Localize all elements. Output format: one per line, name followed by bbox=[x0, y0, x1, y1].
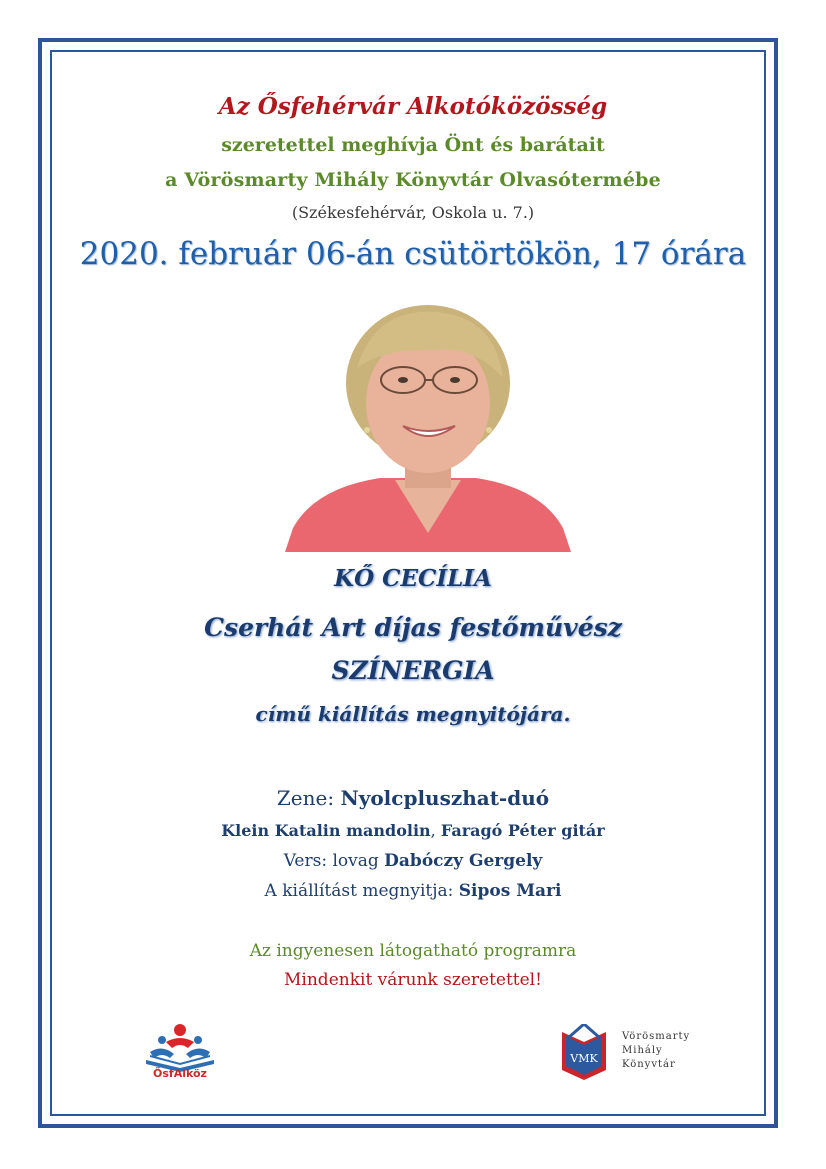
welcome-line: Mindenkit várunk szeretettel! bbox=[284, 970, 542, 990]
poem-value: Dabóczy Gergely bbox=[384, 851, 543, 871]
free-entry-note: Az ingyenesen látogatható programra bbox=[249, 941, 577, 961]
event-date: 2020. február 06-án csütörtökön, 17 órára bbox=[79, 236, 747, 272]
library-name-line-1: Vörösmarty bbox=[622, 1031, 691, 1042]
opener-credit bbox=[0, 881, 826, 901]
performer-1: Klein Katalin mandolin bbox=[221, 821, 431, 840]
library-monogram: VMK bbox=[570, 1052, 598, 1065]
library-name-line-2: Mihály bbox=[622, 1045, 663, 1056]
artist-title: Cserhát Art díjas festőművész bbox=[204, 613, 622, 642]
performer-separator: , bbox=[430, 821, 441, 840]
invitation-line: szeretettel meghívja Önt és barátait bbox=[221, 134, 605, 156]
music-value: Nyolcpluszhat-duó bbox=[340, 786, 550, 810]
opener-value: Sipos Mari bbox=[458, 881, 562, 901]
music-label: Zene: bbox=[276, 786, 341, 810]
event-description: című kiállítás megnyitójára. bbox=[255, 702, 571, 726]
artist-name: KŐ CECÍLIA bbox=[334, 565, 492, 592]
library-logo-text bbox=[622, 1030, 732, 1072]
performer-2: Faragó Péter gitár bbox=[440, 821, 605, 840]
osfalkoz-logo-label: ŐsfAlköz bbox=[153, 1067, 207, 1080]
opener-label: A kiállítást megnyitja: bbox=[264, 881, 459, 901]
library-logo-icon bbox=[558, 1024, 610, 1080]
exhibition-title: SZÍNERGIA bbox=[331, 656, 495, 685]
poem-credit bbox=[0, 851, 826, 871]
performers-credit bbox=[0, 821, 826, 840]
music-credit bbox=[0, 786, 826, 810]
venue-line: a Vörösmarty Mihály Könyvtár Olvasótermébe bbox=[165, 169, 661, 191]
address-line: (Székesfehérvár, Oskola u. 7.) bbox=[291, 203, 535, 222]
artist-portrait bbox=[285, 298, 571, 552]
poem-label: Vers: lovag bbox=[283, 851, 385, 871]
library-name-line-3: Könyvtár bbox=[622, 1059, 676, 1070]
organizer-heading: Az Ősfehérvár Alkotóközösség bbox=[218, 93, 608, 120]
